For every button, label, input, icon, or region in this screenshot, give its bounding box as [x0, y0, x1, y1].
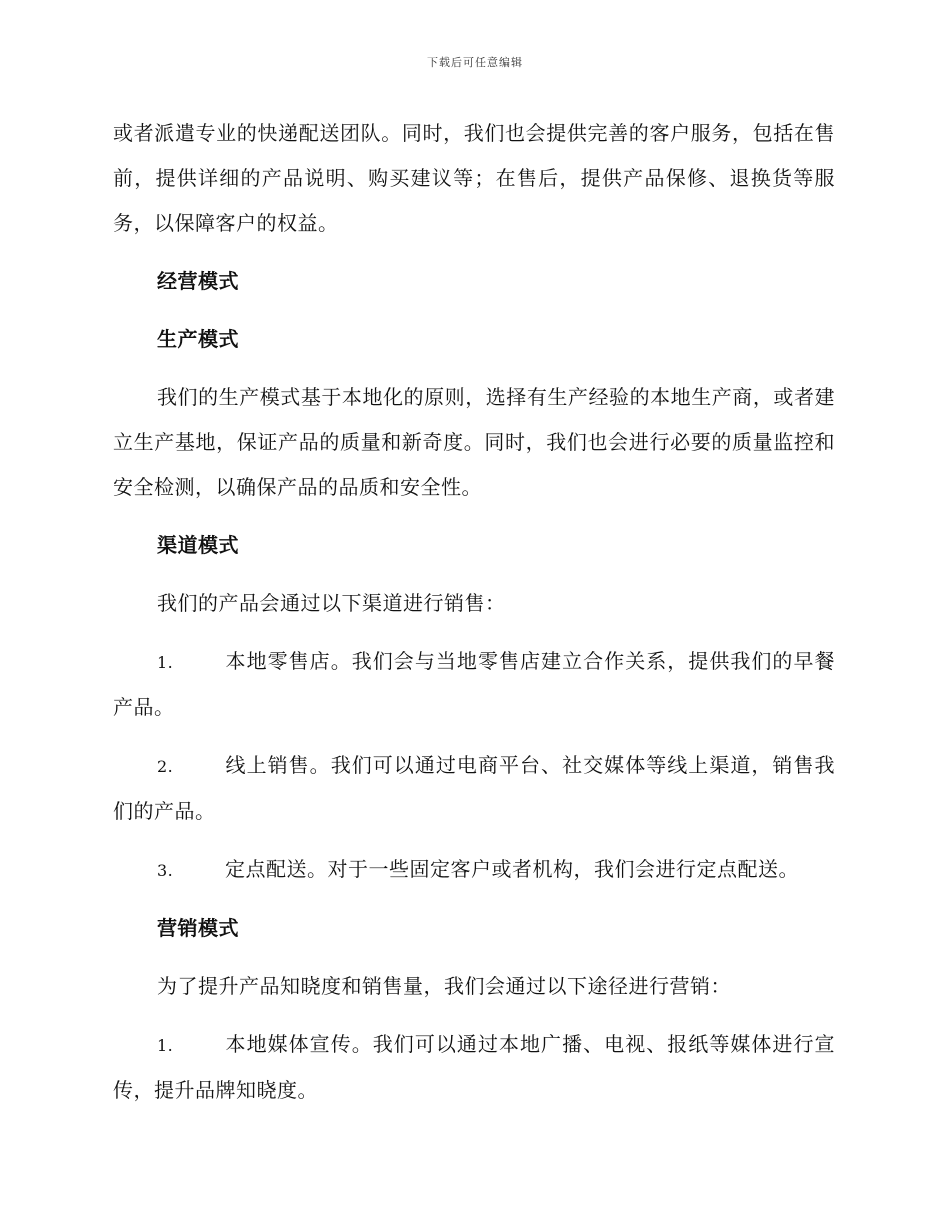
list-number: 1. — [157, 653, 174, 672]
list-number: 2. — [157, 757, 174, 776]
list-item — [113, 743, 835, 834]
heading-business-model: 经营模式 — [157, 269, 239, 293]
list-number: 1. — [157, 1036, 174, 1055]
document-body — [113, 111, 835, 1113]
paragraph-marketing-intro: 为了提升产品知晓度和销售量，我们会通过以下途径进行营销： — [157, 974, 731, 998]
list-item-text: 本地媒体宣传。我们可以通过本地广播、电视、报纸等媒体进行宣传，提升品牌知晓度。 — [113, 1032, 835, 1102]
page-header: 下载后可任意编辑 — [427, 56, 523, 69]
paragraph-customer-service: 或者派遣专业的快递配送团队。同时，我们也会提供完善的客户服务，包括在售前，提供详细的产品说明、购买建议等；在售后，提供产品保修、退换货等服务，以保障客户的权益。 — [113, 121, 835, 235]
paragraph-production: 我们的生产模式基于本地化的原则，选择有生产经验的本地生产商，或者建立生产基地，保证产品的质量和新奇度。同时，我们也会进行必要的质量监控和安全检测，以确保产品的品质和安全性。 — [113, 385, 835, 499]
heading-production-model: 生产模式 — [157, 327, 239, 351]
list-item-text: 定点配送。对于一些固定客户或者机构，我们会进行定点配送。 — [225, 857, 799, 881]
list-item-text: 线上销售。我们可以通过电商平台、社交媒体等线上渠道，销售我们的产品。 — [113, 753, 835, 823]
paragraph-channel-intro: 我们的产品会通过以下渠道进行销售： — [157, 591, 506, 615]
list-item — [113, 847, 835, 893]
list-item — [113, 639, 835, 730]
list-item-text: 本地零售店。我们会与当地零售店建立合作关系，提供我们的早餐产品。 — [113, 649, 835, 719]
list-item — [113, 1022, 835, 1113]
heading-marketing-model: 营销模式 — [157, 916, 239, 940]
list-number: 3. — [157, 861, 174, 880]
heading-channel-model: 渠道模式 — [157, 533, 239, 557]
